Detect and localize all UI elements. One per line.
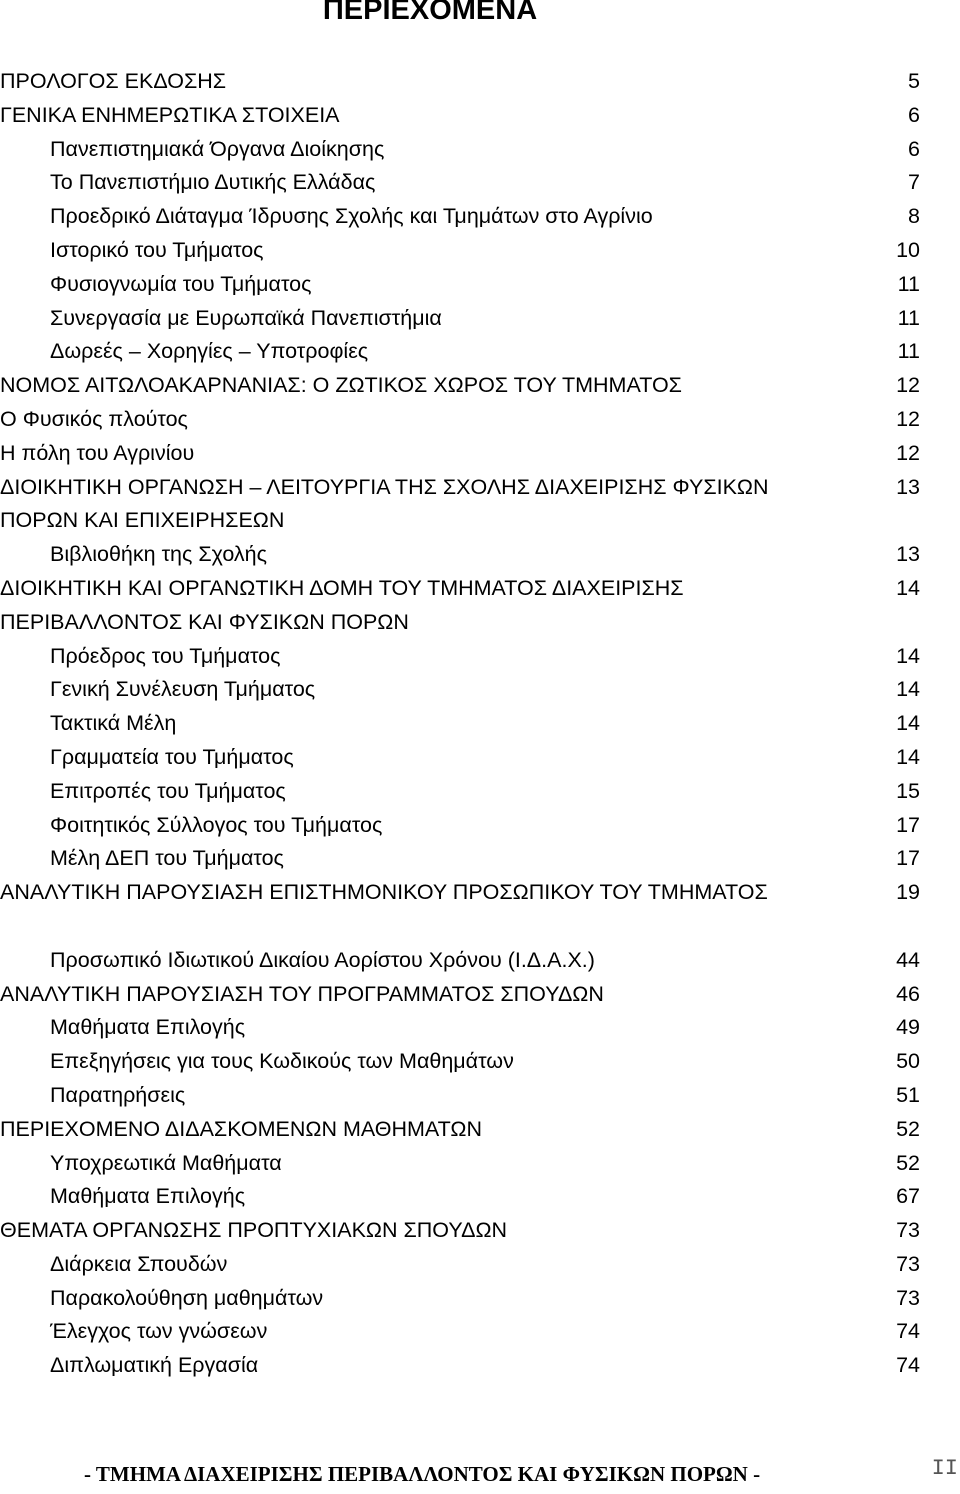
- toc-entry-label: Διπλωματική Εργασία: [50, 1353, 259, 1378]
- toc-entry[interactable]: [0, 1113, 960, 1147]
- toc-entry-page-number: 11: [897, 339, 920, 364]
- toc-entry-label: Μαθήματα Επιλογής: [50, 1184, 246, 1209]
- toc-entry-page-number: 73: [896, 1251, 920, 1276]
- toc-entry[interactable]: [0, 944, 960, 978]
- toc-entry[interactable]: [0, 437, 960, 471]
- toc-entry-label: Ιστορικό του Τμήματος: [50, 237, 264, 262]
- toc-entry[interactable]: [0, 673, 960, 707]
- footer-department-name: - ΤΜΗΜΑ ΔΙΑΧΕΙΡΙΣΗΣ ΠΕΡΙΒΑΛΛΟΝΤΟΣ ΚΑΙ ΦΥΣΙΚΩΝ ΠΟΡΩΝ -: [84, 1462, 761, 1486]
- toc-entry[interactable]: [0, 1282, 960, 1316]
- toc-entry-label: Μέλη ΔΕΠ του Τμήματος: [50, 846, 284, 871]
- toc-entry-page-number: 13: [896, 542, 920, 567]
- toc-entry[interactable]: [0, 268, 960, 302]
- toc-entry[interactable]: [0, 707, 960, 741]
- toc-entry-label: Έλεγχος των γνώσεων: [50, 1319, 268, 1344]
- toc-entry[interactable]: [0, 1248, 960, 1282]
- toc-entry-page-number: 14: [896, 575, 920, 600]
- page-footer: [0, 1456, 960, 1494]
- toc-entry-label: Τακτικά Μέλη: [50, 711, 177, 736]
- toc-entry-page-number: 13: [896, 474, 920, 499]
- toc-entry[interactable]: [0, 1214, 960, 1248]
- toc-entry-label: Διάρκεια Σπουδών: [50, 1251, 228, 1276]
- toc-entry-page-number: 8: [908, 204, 920, 229]
- toc-entry[interactable]: [0, 538, 960, 572]
- toc-entry-page-number: 52: [896, 1116, 920, 1141]
- toc-entry-label: Προσωπικό Ιδιωτικού Δικαίου Αορίστου Χρόνου (Ι.Δ.Α.Χ.): [50, 947, 595, 972]
- footer-page-number: II: [931, 1456, 958, 1481]
- toc-entry[interactable]: [0, 1147, 960, 1181]
- toc-entry-label: Επεξηγήσεις για τους Κωδικούς των Μαθημάτων: [50, 1049, 514, 1074]
- toc-entry[interactable]: [0, 133, 960, 167]
- toc-entry[interactable]: [0, 166, 960, 200]
- toc-entry-label: Ο Φυσικός πλούτος: [0, 406, 188, 431]
- toc-entry[interactable]: [0, 1315, 960, 1349]
- toc-entry-label: ΔΙΟΙΚΗΤΙΚΗ ΚΑΙ ΟΡΓΑΝΩΤΙΚΗ ΔΟΜΗ ΤΟΥ ΤΜΗΜΑΤΟΣ ΔΙΑΧΕΙΡΙΣΗΣ ΠΕΡΙΒΑΛΛΟΝΤΟΣ ΚΑΙ ΦΥΣΙΚΩΝ ΠΟΡΩΝ: [0, 575, 684, 634]
- toc-entry-page-number: 14: [896, 711, 920, 736]
- toc-entry-label: Γραμματεία του Τμήματος: [50, 744, 294, 769]
- toc-entry[interactable]: [0, 369, 960, 403]
- toc-entry-label: Πρόεδρος του Τμήματος: [50, 643, 281, 668]
- toc-entry[interactable]: [0, 65, 960, 99]
- toc-entry-page-number: 6: [908, 136, 920, 161]
- toc-entry-label: Πανεπιστημιακά Όργανα Διοίκησης: [50, 136, 385, 161]
- toc-entry-label: Παρακολούθηση μαθημάτων: [50, 1285, 324, 1310]
- toc-entry-label: Γενική Συνέλευση Τμήματος: [50, 677, 316, 702]
- toc-entry-page-number: 49: [896, 1015, 920, 1040]
- toc-entry[interactable]: [0, 876, 960, 944]
- toc-entry[interactable]: [0, 99, 960, 133]
- toc-entry-label: Η πόλη του Αγρινίου: [0, 440, 195, 465]
- toc-entry[interactable]: [0, 1011, 960, 1045]
- toc-entry[interactable]: [0, 200, 960, 234]
- toc-entry-page-number: 14: [896, 677, 920, 702]
- toc-entry[interactable]: [0, 978, 960, 1012]
- toc-entry-page-number: 12: [896, 373, 920, 398]
- toc-entry-label: Συνεργασία με Ευρωπαϊκά Πανεπιστήμια: [50, 305, 442, 330]
- toc-entry-page-number: 5: [908, 69, 920, 93]
- toc-entry[interactable]: [0, 1180, 960, 1214]
- toc-entry-label: Μαθήματα Επιλογής: [50, 1015, 246, 1040]
- toc-entry-page-number: 7: [908, 170, 920, 195]
- toc-entry-page-number: 74: [896, 1353, 920, 1378]
- toc-entry-label: ΘΕΜΑΤΑ ΟΡΓΑΝΩΣΗΣ ΠΡΟΠΤΥΧΙΑΚΩΝ ΣΠΟΥΔΩΝ: [0, 1218, 508, 1243]
- toc-entry-label: Δωρεές – Χορηγίες – Υποτροφίες: [50, 339, 369, 364]
- toc-entry-page-number: 73: [896, 1285, 920, 1310]
- toc-entry-label: ΑΝΑΛΥΤΙΚΗ ΠΑΡΟΥΣΙΑΣΗ ΤΟΥ ΠΡΟΓΡΑΜΜΑΤΟΣ ΣΠΟΥΔΩΝ: [0, 981, 604, 1006]
- toc-entry-label: Φοιτητικός Σύλλογος του Τμήματος: [50, 812, 383, 837]
- toc-entry-page-number: 11: [897, 305, 920, 330]
- toc-entry-label: Επιτροπές του Τμήματος: [50, 778, 286, 803]
- toc-entry[interactable]: [0, 234, 960, 268]
- toc-entry-page-number: 14: [896, 744, 920, 769]
- toc-entry-page-number: 12: [896, 406, 920, 431]
- toc-entry-label: ΠΡΟΛΟΓΟΣ ΕΚΔΟΣΗΣ: [0, 69, 227, 93]
- toc-entry-page-number: 19: [896, 880, 920, 905]
- toc-entry[interactable]: [0, 741, 960, 775]
- toc-entry[interactable]: [0, 1349, 960, 1383]
- toc-entry-page-number: 74: [896, 1319, 920, 1344]
- toc-entry-page-number: 73: [896, 1218, 920, 1243]
- toc-entry-page-number: 50: [896, 1049, 920, 1074]
- toc-entry-label: Προεδρικό Διάταγμα Ίδρυσης Σχολής και Τμημάτων στο Αγρίνιο: [50, 204, 653, 229]
- toc-entry-label: Υποχρεωτικά Μαθήματα: [50, 1150, 282, 1175]
- toc-entry-label: Βιβλιοθήκη της Σχολής: [50, 542, 267, 567]
- toc-entry[interactable]: [0, 471, 960, 539]
- toc-entry-label: ΔΙΟΙΚΗΤΙΚΗ ΟΡΓΑΝΩΣΗ – ΛΕΙΤΟΥΡΓΙΑ ΤΗΣ ΣΧΟΛΗΣ ΔΙΑΧΕΙΡΙΣΗΣ ΦΥΣΙΚΩΝ ΠΟΡΩΝ ΚΑΙ ΕΠΙΧΕΙΡΗΣΕΩΝ: [0, 474, 769, 533]
- toc-entry[interactable]: [0, 809, 960, 843]
- toc-entry-page-number: 17: [896, 846, 920, 871]
- toc-entry[interactable]: [0, 1079, 960, 1113]
- toc-entry-label: ΝΟΜΟΣ ΑΙΤΩΛΟΑΚΑΡΝΑΝΙΑΣ: Ο ΖΩΤΙΚΟΣ ΧΩΡΟΣ ΤΟΥ ΤΜΗΜΑΤΟΣ: [0, 373, 682, 398]
- toc-entry[interactable]: [0, 1045, 960, 1079]
- toc-entry-page-number: 12: [896, 440, 920, 465]
- toc-entry[interactable]: [0, 775, 960, 809]
- toc-entry-page-number: 46: [896, 981, 920, 1006]
- toc-entry-page-number: 51: [896, 1082, 920, 1107]
- toc-entry-page-number: 10: [896, 237, 920, 262]
- toc-entry-page-number: 6: [908, 102, 920, 127]
- toc-entry-page-number: 11: [897, 271, 920, 296]
- toc-entry-label: ΠΕΡΙΕΧΟΜΕΝΟ ΔΙΔΑΣΚΟΜΕΝΩΝ ΜΑΘΗΜΑΤΩΝ: [0, 1116, 482, 1141]
- toc-entry[interactable]: [0, 335, 960, 369]
- toc-entry-label: Το Πανεπιστήμιο Δυτικής Ελλάδας: [50, 170, 376, 195]
- page-title: ΠΕΡΙΕΧΟΜΕΝΑ: [322, 0, 538, 26]
- toc-entry-page-number: 15: [896, 778, 920, 803]
- toc-entry-label: ΓΕΝΙΚΑ ΕΝΗΜΕΡΩΤΙΚΑ ΣΤΟΙΧΕΙΑ: [0, 102, 340, 127]
- toc-entry-label: ΑΝΑΛΥΤΙΚΗ ΠΑΡΟΥΣΙΑΣΗ ΕΠΙΣΤΗΜΟΝΙΚΟΥ ΠΡΟΣΩΠΙΚΟΥ ΤΟΥ ΤΜΗΜΑΤΟΣ: [0, 880, 768, 905]
- table-of-contents: [0, 65, 960, 1383]
- toc-entry-label: Παρατηρήσεις: [50, 1082, 186, 1107]
- toc-entry-label: Φυσιογνωμία του Τμήματος: [50, 271, 312, 296]
- toc-entry-page-number: 14: [896, 643, 920, 668]
- toc-entry-page-number: 67: [896, 1184, 920, 1209]
- toc-entry-page-number: 44: [896, 947, 920, 972]
- toc-entry[interactable]: [0, 403, 960, 437]
- toc-entry-page-number: 52: [896, 1150, 920, 1175]
- toc-entry-page-number: 17: [896, 812, 920, 837]
- toc-entry[interactable]: [0, 842, 960, 876]
- toc-entry[interactable]: [0, 640, 960, 674]
- toc-entry[interactable]: [0, 302, 960, 336]
- toc-entry[interactable]: [0, 572, 960, 640]
